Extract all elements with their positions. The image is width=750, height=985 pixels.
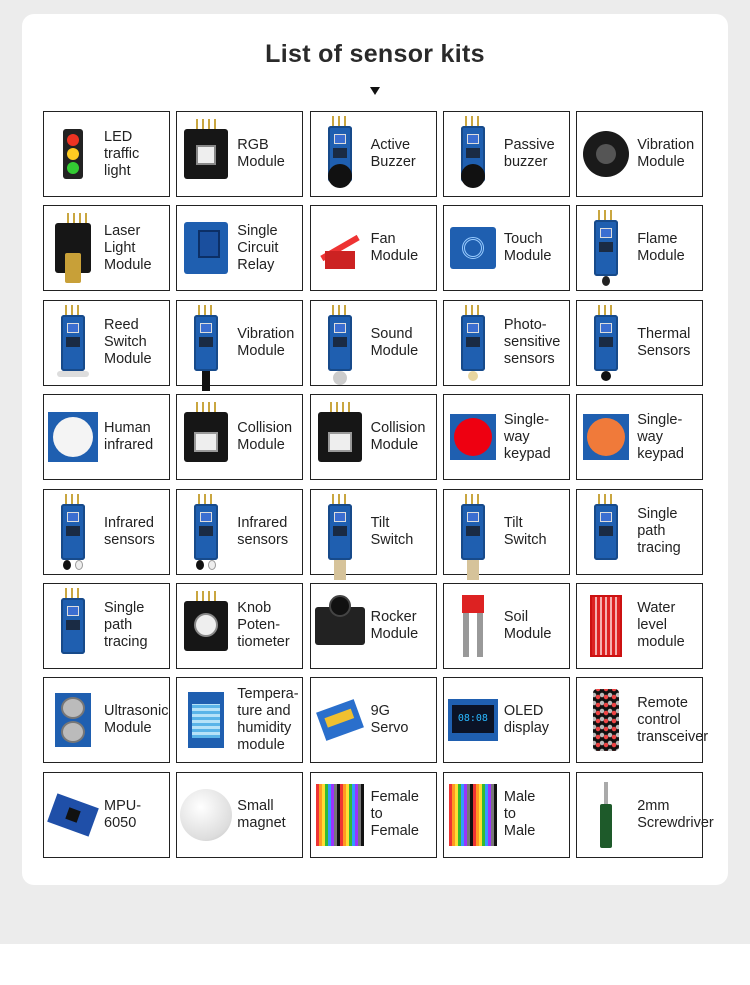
vibration-sensor-icon	[177, 303, 235, 383]
kit-item	[576, 772, 714, 858]
kit-item	[310, 489, 437, 575]
kit-item-label: 2mm Screwdriver	[637, 797, 714, 831]
kit-item-label: Rocker Module	[370, 608, 419, 642]
jumper-wires-icon	[444, 775, 502, 855]
kit-item	[176, 772, 303, 858]
kit-item-label: Touch Module	[503, 231, 552, 265]
sound-sensor-icon	[311, 303, 369, 383]
kit-item-label: Laser Light Module	[104, 222, 152, 273]
collision-switch-icon	[177, 397, 235, 477]
kit-item-label: Small magnet	[237, 797, 286, 831]
active-buzzer-icon	[311, 114, 369, 194]
ultrasonic-sensor-icon	[44, 680, 102, 760]
kit-item	[310, 772, 437, 858]
kit-item-label: Ultrasonic Module	[104, 703, 169, 737]
kit-item	[176, 300, 303, 386]
kit-item-label: Single path tracing	[637, 506, 681, 557]
oled-display-icon	[444, 680, 502, 760]
kit-item	[576, 111, 703, 197]
flame-sensor-icon	[577, 208, 635, 288]
magnet-icon	[177, 775, 235, 855]
red-button-icon	[444, 397, 502, 477]
vibration-motor-icon	[577, 114, 635, 194]
joystick-icon	[311, 586, 369, 666]
kit-item	[576, 489, 703, 575]
kit-item	[310, 394, 437, 480]
kit-item-label: Flame Module	[637, 231, 685, 265]
pir-sensor-icon	[44, 397, 102, 477]
kit-item-label: Infrared sensors	[237, 514, 289, 548]
kit-item-label: Collision Module	[237, 420, 293, 454]
kit-item	[310, 300, 437, 386]
kit-item-label: LED traffic light	[104, 128, 140, 179]
kit-item-label: Vibration Module	[637, 137, 695, 170]
kit-item-label: Infrared sensors	[104, 514, 155, 548]
kit-item	[576, 205, 703, 291]
kit-item-label: Collision Module	[370, 420, 426, 454]
page-title: List of sensor kits	[265, 40, 485, 68]
photosensitive-sensor-icon	[444, 303, 502, 383]
kit-item	[576, 300, 703, 386]
kit-item	[43, 489, 170, 575]
laser-module-icon	[44, 208, 102, 288]
kit-item	[176, 111, 303, 197]
tilt-switch-icon	[444, 492, 502, 572]
kit-item	[43, 772, 170, 858]
relay-icon	[177, 208, 235, 288]
kit-item-label: RGB Module	[237, 137, 285, 170]
kit-item-label: Single- way keypad	[503, 411, 551, 462]
oled-screen-text: 08:08	[452, 705, 494, 733]
kit-item	[443, 489, 570, 575]
kit-item-label: Thermal Sensors	[637, 325, 691, 359]
kit-item-label: Active Buzzer	[370, 137, 416, 170]
kit-item-label: Male to Male	[503, 789, 536, 840]
kit-item	[443, 583, 570, 669]
kit-item-label: Tempera- ture and humidity module	[237, 686, 299, 754]
kit-item	[43, 111, 170, 197]
kit-item-label: Single- way keypad	[637, 411, 684, 462]
kit-item-label: 9G Servo	[370, 703, 409, 737]
screwdriver-icon	[577, 775, 635, 855]
kit-item	[310, 111, 437, 197]
kit-item-label: Sound Module	[370, 325, 419, 359]
kit-item-label: Tilt Switch	[503, 514, 547, 548]
kit-item	[43, 300, 170, 386]
dht11-sensor-icon	[177, 680, 235, 760]
passive-buzzer-icon	[444, 114, 502, 194]
kit-item	[176, 583, 303, 669]
touch-module-icon	[444, 208, 502, 288]
kit-item-label: Fan Module	[370, 231, 419, 265]
infrared-sensor-icon	[177, 492, 235, 572]
kit-item	[176, 205, 303, 291]
caret-down-icon	[370, 87, 380, 95]
kit-item-label: Knob Poten- tiometer	[237, 600, 290, 651]
kit-item	[443, 300, 570, 386]
kit-item	[43, 394, 170, 480]
sensor-grid	[43, 111, 714, 858]
collision-switch-icon	[311, 397, 369, 477]
kit-item-label: Vibration Module	[237, 325, 295, 359]
kit-item	[443, 394, 570, 480]
line-tracking-icon	[44, 586, 102, 666]
kit-item	[576, 677, 709, 763]
kit-item	[310, 677, 437, 763]
mpu6050-icon	[44, 775, 102, 855]
fan-module-icon	[311, 208, 369, 288]
kit-item	[310, 583, 437, 669]
line-tracking-icon	[577, 492, 635, 572]
kit-item-label: Soil Module	[503, 608, 552, 642]
kit-item-label: Tilt Switch	[370, 514, 414, 548]
servo-icon	[311, 680, 369, 760]
potentiometer-icon	[177, 586, 235, 666]
kit-item-label: Reed Switch Module	[104, 317, 152, 368]
kit-item	[443, 772, 570, 858]
kit-item	[176, 394, 303, 480]
thermal-sensor-icon	[577, 303, 635, 383]
kit-item	[576, 583, 703, 669]
water-level-sensor-icon	[577, 586, 635, 666]
kit-item-label: Human infrared	[104, 420, 154, 454]
kit-item	[576, 394, 703, 480]
traffic-light-icon	[44, 114, 102, 194]
kit-item	[443, 677, 570, 763]
kit-item	[43, 677, 170, 763]
kit-item	[43, 583, 170, 669]
kit-item	[43, 205, 170, 291]
kit-item-label: OLED display	[503, 703, 550, 737]
kit-item-label: Photo- sensitive sensors	[503, 317, 561, 368]
reed-switch-icon	[44, 303, 102, 383]
kit-item-label: Passive buzzer	[503, 137, 555, 170]
kit-item-label: Single Circuit Relay	[237, 222, 279, 273]
kit-item	[310, 205, 437, 291]
kit-item	[443, 205, 570, 291]
kit-item-label: MPU- 6050	[104, 797, 142, 831]
kit-item	[176, 489, 303, 575]
kit-item	[443, 111, 570, 197]
rgb-module-icon	[177, 114, 235, 194]
kit-item-label: Water level module	[637, 600, 685, 651]
kit-item-label: Remote control transceiver	[637, 694, 709, 745]
jumper-wires-icon	[311, 775, 369, 855]
soil-sensor-icon	[444, 586, 502, 666]
infrared-sensor-icon	[44, 492, 102, 572]
kit-item-label: Female to Female	[370, 789, 419, 840]
orange-button-icon	[577, 397, 635, 477]
kit-item	[176, 677, 303, 763]
tilt-switch-icon	[311, 492, 369, 572]
kit-item-label: Single path tracing	[104, 600, 148, 651]
remote-control-icon	[577, 680, 635, 760]
